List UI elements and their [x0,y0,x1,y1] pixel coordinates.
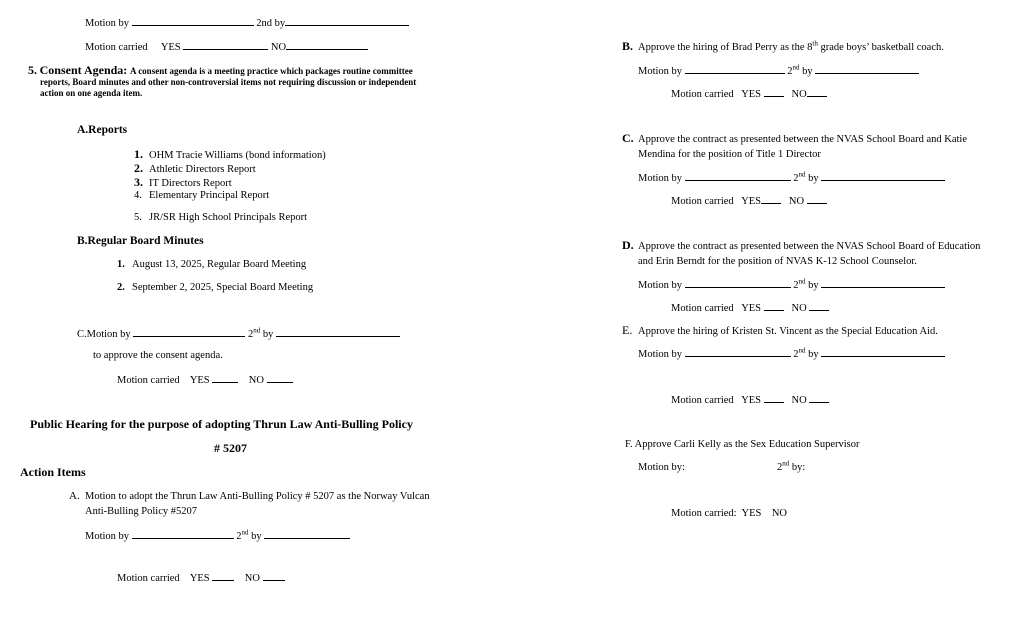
yes-blank[interactable] [764,393,784,403]
item-e-motion-line: Motion by 2nd by [638,347,945,361]
motion-by-blank[interactable] [685,171,791,181]
minutes-item: 1. August 13, 2025, Regular Board Meeting [117,259,307,270]
second-by-blank[interactable] [815,64,919,74]
motion-by-blank[interactable] [685,347,791,357]
no-blank[interactable] [809,301,829,311]
no-blank[interactable] [263,571,285,581]
item-b-motion-line: Motion by 2nd by [638,64,919,78]
minutes-heading: B.Regular Board Minutes [77,235,204,247]
no-blank[interactable] [807,194,827,204]
no-blank[interactable] [807,87,827,97]
second-by-blank[interactable] [264,529,350,539]
consent-agenda-heading [28,64,413,78]
item-f-second-label: 2nd by: [777,459,806,473]
item-c-carried-line: Motion carried YES NO [671,194,827,208]
consent-carried-line: Motion carried YES NO [117,373,293,387]
yes-blank[interactable] [183,40,268,50]
consent-number: 5. [28,63,37,77]
consent-desc-line2: reports, Board minutes and other non-controversial items not requiring discussion or independent [40,77,417,87]
second-by-blank[interactable] [821,171,945,181]
approve-consent-text: to approve the consent agenda. [93,350,223,361]
item-d-motion-line: Motion by 2nd by [638,278,945,292]
item-c: C. Approve the contract as presented between the NVAS School Board and Katie [622,131,968,145]
reports-heading: A.Reports [77,124,128,136]
second-by-blank[interactable] [285,16,409,26]
motion-by-blank[interactable] [132,16,254,26]
item-f-carried-line: Motion carried: YES NO [671,508,787,519]
item-f-motion-label: Motion by: [638,462,685,473]
item-e: E. Approve the hiring of Kristen St. Vincent as the Special Education Aid. [622,323,938,337]
consent-motion-line: C.Motion by 2nd by [77,327,400,341]
report-item: 2. Athletic Directors Report [134,161,256,175]
action-a-carried-line: Motion carried YES NO [117,571,285,585]
motion-by-blank[interactable] [685,278,791,288]
motion-by-label: Motion by [85,18,130,29]
action-item-a: A. Motion to adopt the Thrun Law Anti-Bulling Policy # 5207 as the Norway Vulcan [69,490,430,502]
yes-blank[interactable] [764,87,784,97]
item-d-line2: and Erin Berndt for the position of NVAS K-12 School Counselor. [638,256,917,267]
item-d: D. Approve the contract as presented between the NVAS School Board of Education [622,238,981,252]
yes-label: YES [160,42,181,53]
motion-by-blank[interactable] [133,327,245,337]
action-items-heading: Action Items [20,465,86,479]
second-by-blank[interactable] [821,278,945,288]
item-e-carried-line: Motion carried YES NO [671,393,829,407]
yes-blank[interactable] [761,194,781,204]
public-hearing-title: Public Hearing for the purpose of adopting Thrun Law Anti-Bulling Policy [30,417,413,431]
second-by-label: 2nd by [256,18,286,29]
consent-motion-prefix: C. [77,329,87,340]
minutes-item: 2. September 2, 2025, Special Board Meeting [117,282,314,293]
yes-blank[interactable] [764,301,784,311]
action-item-a-line2: Anti-Bulling Policy #5207 [85,506,198,517]
no-blank[interactable] [267,373,293,383]
no-blank[interactable] [809,393,829,403]
report-item: 4. Elementary Principal Report [134,190,270,201]
second-by-blank[interactable] [821,347,945,357]
item-b-carried-line: Motion carried YES NO [671,87,827,101]
item-c-motion-line: Motion by 2nd by [638,171,945,185]
motion-by-blank[interactable] [685,64,785,74]
item-c-line2: Mendina for the position of Title 1 Director [638,149,821,160]
consent-desc-line3: action on one agenda item. [40,88,143,98]
report-item: 5. JR/SR High School Principals Report [134,212,308,223]
action-a-motion-line: Motion by 2nd by [85,529,350,543]
consent-title: Consent Agenda: [39,63,128,77]
report-item: 3. IT Directors Report [134,175,232,189]
report-item: 1. OHM Tracie Williams (bond information) [134,147,326,161]
yes-blank[interactable] [212,373,238,383]
second-by-blank[interactable] [276,327,400,337]
item-d-carried-line: Motion carried YES NO [671,301,829,315]
no-label: NO [270,42,287,53]
consent-desc-line1: A consent agenda is a meeting practice which packages routine committee [129,66,413,76]
yes-blank[interactable] [212,571,234,581]
top-motion-line [85,16,409,30]
no-blank[interactable] [286,40,368,50]
item-b: B. Approve the hiring of Brad Perry as the 8th grade boys’ basketball coach. [622,39,944,53]
motion-carried-label: Motion carried [85,42,148,53]
policy-number: # 5207 [214,441,247,455]
item-f: F. Approve Carli Kelly as the Sex Education Supervisor [625,439,860,450]
motion-by-blank[interactable] [132,529,234,539]
top-carried-line [85,40,368,54]
